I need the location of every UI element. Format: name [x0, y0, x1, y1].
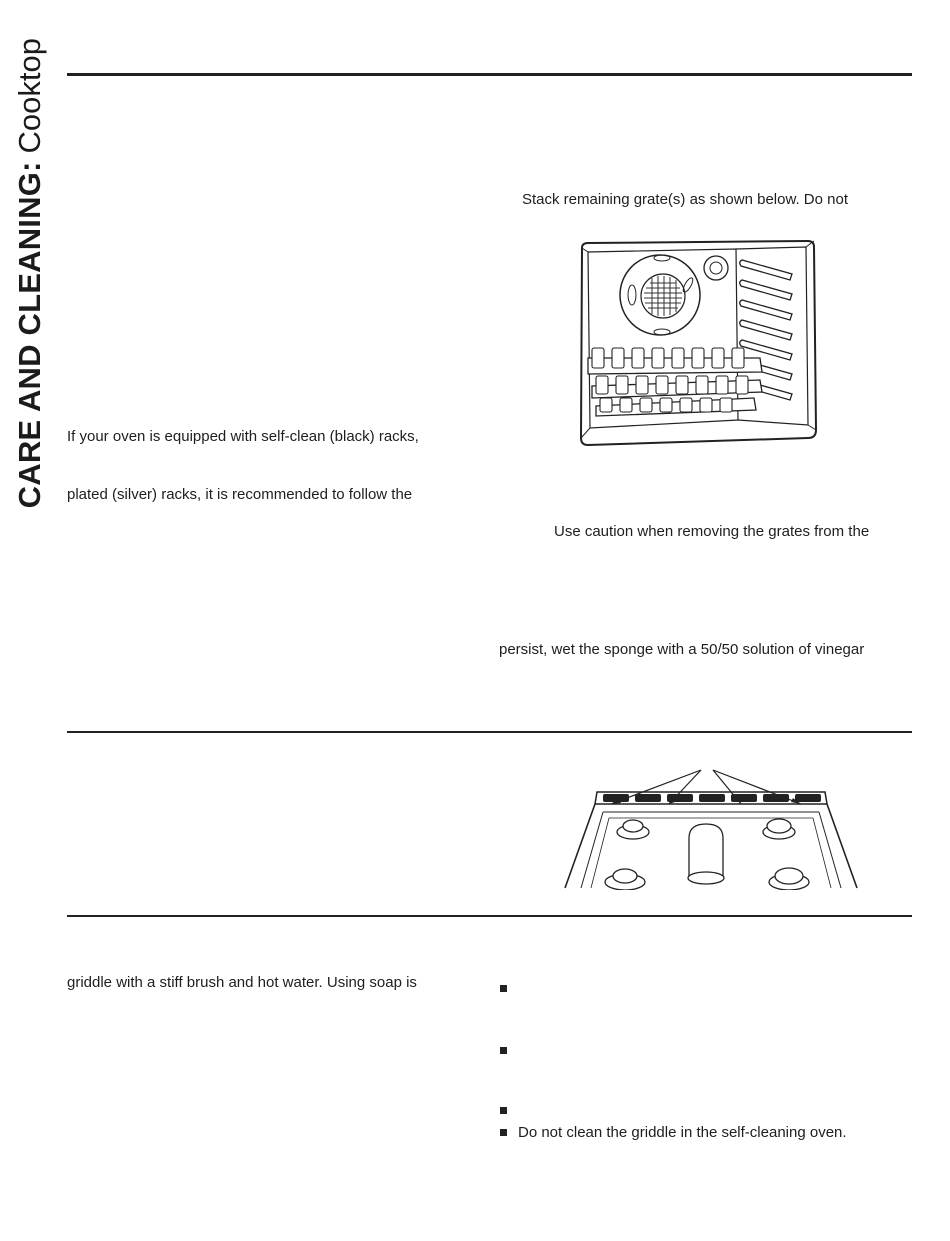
- top-rule: [67, 73, 912, 76]
- side-title: [8, 38, 52, 528]
- oven-racks-text-2: plated (silver) racks, it is recommended to follow the: [67, 486, 413, 503]
- griddle-text: griddle with a stiff brush and hot water. Using soap is: [67, 974, 417, 991]
- square-bullet-icon: [500, 985, 507, 992]
- lower-rule: [67, 915, 912, 917]
- side-title-bold: CARE AND CLEANING:: [12, 161, 47, 509]
- stack-grates-text: Stack remaining grate(s) as shown below. Do not: [522, 191, 848, 208]
- oven-grates-illustration: [578, 240, 818, 448]
- bullet-no-self-clean-text: Do not clean the griddle in the self-cleaning oven.: [518, 1124, 847, 1141]
- square-bullet-icon: [500, 1107, 507, 1114]
- middle-rule: [67, 731, 912, 733]
- square-bullet-icon: [500, 1047, 507, 1054]
- oven-racks-text-1: If your oven is equipped with self-clean (black) racks,: [67, 428, 419, 445]
- cooktop-illustration: [563, 768, 859, 890]
- square-bullet-icon: [500, 1129, 507, 1136]
- side-title-light: Cooktop: [12, 38, 47, 154]
- vinegar-text: persist, wet the sponge with a 50/50 solution of vinegar: [499, 641, 865, 658]
- caution-text: Use caution when removing the grates from the: [554, 523, 870, 540]
